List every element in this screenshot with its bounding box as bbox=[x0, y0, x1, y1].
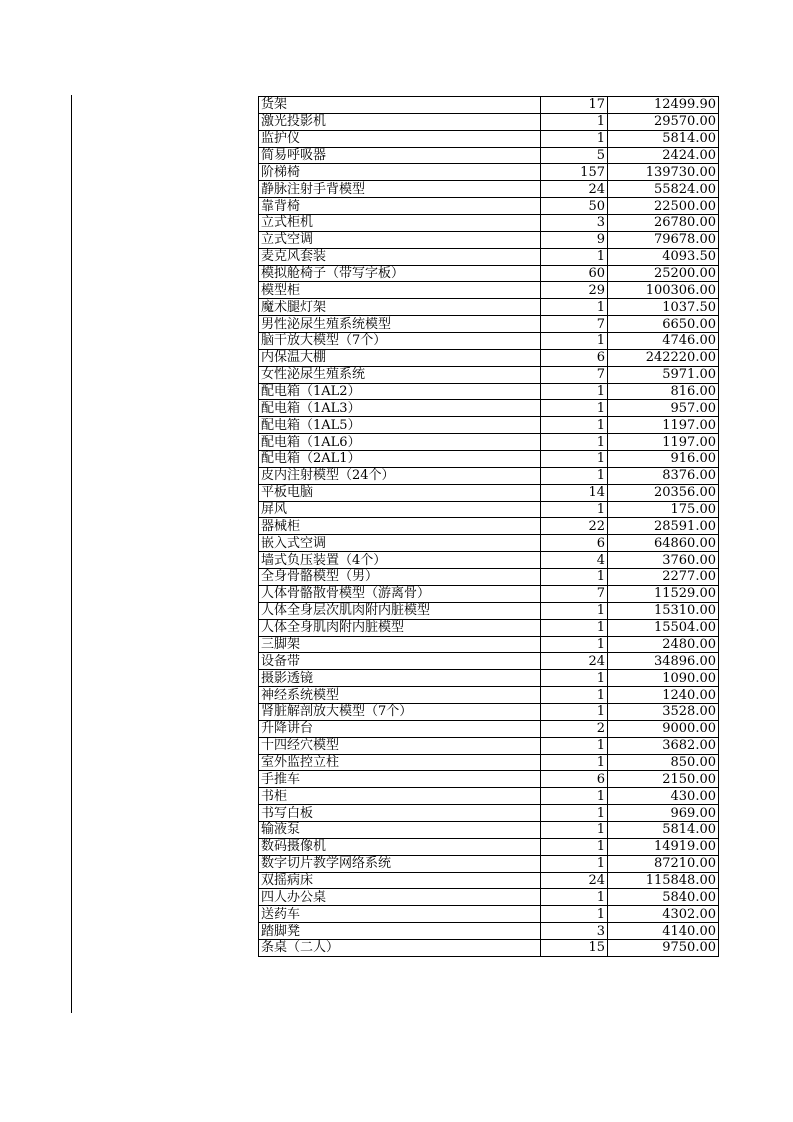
item-name-cell: 阶梯椅 bbox=[259, 164, 541, 181]
quantity-cell: 1 bbox=[541, 501, 608, 518]
quantity-cell: 6 bbox=[541, 771, 608, 788]
quantity-cell: 7 bbox=[541, 316, 608, 333]
table-row bbox=[259, 299, 719, 316]
quantity-cell: 14 bbox=[541, 484, 608, 501]
table-row bbox=[259, 771, 719, 788]
quantity-cell: 1 bbox=[541, 838, 608, 855]
item-name-cell: 器械柜 bbox=[259, 518, 541, 535]
table-row bbox=[259, 383, 719, 400]
amount-cell: 8376.00 bbox=[608, 467, 719, 484]
table-row bbox=[259, 467, 719, 484]
item-name-cell: 双摇病床 bbox=[259, 872, 541, 889]
item-name-cell: 送药车 bbox=[259, 906, 541, 923]
item-name-cell: 嵌入式空调 bbox=[259, 535, 541, 552]
item-name-cell: 条桌（二人） bbox=[259, 939, 541, 956]
table-row bbox=[259, 585, 719, 602]
item-name-cell: 货架 bbox=[259, 97, 541, 114]
quantity-cell: 50 bbox=[541, 198, 608, 215]
amount-cell: 3682.00 bbox=[608, 737, 719, 754]
amount-cell: 9000.00 bbox=[608, 720, 719, 737]
quantity-cell: 24 bbox=[541, 872, 608, 889]
amount-cell: 850.00 bbox=[608, 754, 719, 771]
amount-cell: 816.00 bbox=[608, 383, 719, 400]
table-row bbox=[259, 703, 719, 720]
quantity-cell: 1 bbox=[541, 130, 608, 147]
table-row bbox=[259, 198, 719, 215]
table-row bbox=[259, 619, 719, 636]
table-row bbox=[259, 754, 719, 771]
quantity-cell: 1 bbox=[541, 417, 608, 434]
quantity-cell: 1 bbox=[541, 737, 608, 754]
item-name-cell: 全身骨骼模型（男） bbox=[259, 569, 541, 586]
amount-cell: 79678.00 bbox=[608, 231, 719, 248]
item-name-cell: 皮内注射模型（24个） bbox=[259, 467, 541, 484]
table-row bbox=[259, 535, 719, 552]
table-row bbox=[259, 113, 719, 130]
amount-cell: 5814.00 bbox=[608, 821, 719, 838]
quantity-cell: 1 bbox=[541, 855, 608, 872]
item-name-cell: 男性泌尿生殖系统模型 bbox=[259, 316, 541, 333]
amount-cell: 12499.90 bbox=[608, 97, 719, 114]
quantity-cell: 5 bbox=[541, 147, 608, 164]
table-row bbox=[259, 231, 719, 248]
quantity-cell: 1 bbox=[541, 821, 608, 838]
quantity-cell: 3 bbox=[541, 923, 608, 940]
item-name-cell: 设备带 bbox=[259, 653, 541, 670]
amount-cell: 25200.00 bbox=[608, 265, 719, 282]
amount-cell: 5971.00 bbox=[608, 366, 719, 383]
item-name-cell: 配电箱（2AL1） bbox=[259, 451, 541, 468]
table-row bbox=[259, 821, 719, 838]
item-name-cell: 配电箱（1AL3） bbox=[259, 400, 541, 417]
amount-cell: 1197.00 bbox=[608, 417, 719, 434]
amount-cell: 1037.50 bbox=[608, 299, 719, 316]
table-row bbox=[259, 872, 719, 889]
quantity-cell: 7 bbox=[541, 366, 608, 383]
quantity-cell: 1 bbox=[541, 383, 608, 400]
amount-cell: 5814.00 bbox=[608, 130, 719, 147]
amount-cell: 4140.00 bbox=[608, 923, 719, 940]
left-margin-rule bbox=[71, 95, 72, 1013]
item-name-cell: 模型柜 bbox=[259, 282, 541, 299]
table-row bbox=[259, 805, 719, 822]
amount-cell: 4302.00 bbox=[608, 906, 719, 923]
quantity-cell: 24 bbox=[541, 181, 608, 198]
amount-cell: 3528.00 bbox=[608, 703, 719, 720]
quantity-cell: 1 bbox=[541, 451, 608, 468]
quantity-cell: 9 bbox=[541, 231, 608, 248]
item-name-cell: 十四经穴模型 bbox=[259, 737, 541, 754]
quantity-cell: 1 bbox=[541, 400, 608, 417]
amount-cell: 957.00 bbox=[608, 400, 719, 417]
amount-cell: 2424.00 bbox=[608, 147, 719, 164]
quantity-cell: 1 bbox=[541, 619, 608, 636]
item-name-cell: 立式柜机 bbox=[259, 215, 541, 232]
amount-cell: 5840.00 bbox=[608, 889, 719, 906]
item-name-cell: 内保温大棚 bbox=[259, 349, 541, 366]
quantity-cell: 1 bbox=[541, 788, 608, 805]
amount-cell: 2277.00 bbox=[608, 569, 719, 586]
amount-cell: 11529.00 bbox=[608, 585, 719, 602]
quantity-cell: 4 bbox=[541, 552, 608, 569]
amount-cell: 55824.00 bbox=[608, 181, 719, 198]
item-name-cell: 四人办公桌 bbox=[259, 889, 541, 906]
amount-cell: 4746.00 bbox=[608, 333, 719, 350]
item-name-cell: 人体全身层次肌肉附内脏模型 bbox=[259, 602, 541, 619]
table-row bbox=[259, 737, 719, 754]
item-name-cell: 室外监控立柱 bbox=[259, 754, 541, 771]
table-row bbox=[259, 366, 719, 383]
item-name-cell: 肾脏解剖放大模型（7个） bbox=[259, 703, 541, 720]
item-name-cell: 配电箱（1AL5） bbox=[259, 417, 541, 434]
amount-cell: 34896.00 bbox=[608, 653, 719, 670]
quantity-cell: 22 bbox=[541, 518, 608, 535]
amount-cell: 2150.00 bbox=[608, 771, 719, 788]
table-row bbox=[259, 939, 719, 956]
amount-cell: 1240.00 bbox=[608, 687, 719, 704]
table-row bbox=[259, 215, 719, 232]
table-row bbox=[259, 434, 719, 451]
item-name-cell: 神经系统模型 bbox=[259, 687, 541, 704]
item-name-cell: 女性泌尿生殖系统 bbox=[259, 366, 541, 383]
item-name-cell: 摄影透镜 bbox=[259, 670, 541, 687]
table-row bbox=[259, 889, 719, 906]
table-row bbox=[259, 501, 719, 518]
amount-cell: 3760.00 bbox=[608, 552, 719, 569]
quantity-cell: 3 bbox=[541, 215, 608, 232]
amount-cell: 29570.00 bbox=[608, 113, 719, 130]
table-row bbox=[259, 838, 719, 855]
amount-cell: 4093.50 bbox=[608, 248, 719, 265]
amount-cell: 100306.00 bbox=[608, 282, 719, 299]
item-name-cell: 三脚架 bbox=[259, 636, 541, 653]
quantity-cell: 1 bbox=[541, 602, 608, 619]
table-row bbox=[259, 569, 719, 586]
quantity-cell: 6 bbox=[541, 535, 608, 552]
quantity-cell: 157 bbox=[541, 164, 608, 181]
table-row bbox=[259, 451, 719, 468]
table-row bbox=[259, 248, 719, 265]
item-name-cell: 模拟舱椅子（带写字板） bbox=[259, 265, 541, 282]
item-name-cell: 简易呼吸器 bbox=[259, 147, 541, 164]
item-name-cell: 配电箱（1AL6） bbox=[259, 434, 541, 451]
item-name-cell: 数字切片教学网络系统 bbox=[259, 855, 541, 872]
amount-cell: 22500.00 bbox=[608, 198, 719, 215]
quantity-cell: 1 bbox=[541, 687, 608, 704]
item-name-cell: 靠背椅 bbox=[259, 198, 541, 215]
table-row bbox=[259, 400, 719, 417]
amount-cell: 87210.00 bbox=[608, 855, 719, 872]
amount-cell: 969.00 bbox=[608, 805, 719, 822]
table-row bbox=[259, 602, 719, 619]
quantity-cell: 29 bbox=[541, 282, 608, 299]
amount-cell: 430.00 bbox=[608, 788, 719, 805]
amount-cell: 242220.00 bbox=[608, 349, 719, 366]
item-name-cell: 升降讲台 bbox=[259, 720, 541, 737]
amount-cell: 20356.00 bbox=[608, 484, 719, 501]
quantity-cell: 60 bbox=[541, 265, 608, 282]
table-row bbox=[259, 164, 719, 181]
table-row bbox=[259, 636, 719, 653]
amount-cell: 9750.00 bbox=[608, 939, 719, 956]
quantity-cell: 1 bbox=[541, 703, 608, 720]
amount-cell: 26780.00 bbox=[608, 215, 719, 232]
table-row bbox=[259, 181, 719, 198]
item-name-cell: 书柜 bbox=[259, 788, 541, 805]
inventory-table bbox=[258, 96, 719, 957]
item-name-cell: 脑干放大模型（7个） bbox=[259, 333, 541, 350]
amount-cell: 28591.00 bbox=[608, 518, 719, 535]
table-row bbox=[259, 552, 719, 569]
quantity-cell: 1 bbox=[541, 467, 608, 484]
amount-cell: 115848.00 bbox=[608, 872, 719, 889]
item-name-cell: 激光投影机 bbox=[259, 113, 541, 130]
table-row bbox=[259, 97, 719, 114]
table-row bbox=[259, 670, 719, 687]
quantity-cell: 7 bbox=[541, 585, 608, 602]
table-row bbox=[259, 906, 719, 923]
amount-cell: 1197.00 bbox=[608, 434, 719, 451]
table-row bbox=[259, 923, 719, 940]
quantity-cell: 1 bbox=[541, 636, 608, 653]
item-name-cell: 魔术腿灯架 bbox=[259, 299, 541, 316]
item-name-cell: 监护仪 bbox=[259, 130, 541, 147]
item-name-cell: 人体全身肌肉附内脏模型 bbox=[259, 619, 541, 636]
quantity-cell: 1 bbox=[541, 670, 608, 687]
item-name-cell: 手推车 bbox=[259, 771, 541, 788]
item-name-cell: 人体骨骼散骨模型（游离骨） bbox=[259, 585, 541, 602]
quantity-cell: 15 bbox=[541, 939, 608, 956]
quantity-cell: 1 bbox=[541, 569, 608, 586]
amount-cell: 6650.00 bbox=[608, 316, 719, 333]
amount-cell: 2480.00 bbox=[608, 636, 719, 653]
quantity-cell: 1 bbox=[541, 248, 608, 265]
table-row bbox=[259, 518, 719, 535]
item-name-cell: 墙式负压装置（4个） bbox=[259, 552, 541, 569]
table-row bbox=[259, 147, 719, 164]
amount-cell: 175.00 bbox=[608, 501, 719, 518]
amount-cell: 15504.00 bbox=[608, 619, 719, 636]
item-name-cell: 平板电脑 bbox=[259, 484, 541, 501]
quantity-cell: 1 bbox=[541, 889, 608, 906]
table-row bbox=[259, 855, 719, 872]
table-row bbox=[259, 687, 719, 704]
quantity-cell: 1 bbox=[541, 805, 608, 822]
item-name-cell: 踏脚凳 bbox=[259, 923, 541, 940]
item-name-cell: 配电箱（1AL2） bbox=[259, 383, 541, 400]
table-row bbox=[259, 484, 719, 501]
table-row bbox=[259, 333, 719, 350]
quantity-cell: 1 bbox=[541, 906, 608, 923]
amount-cell: 916.00 bbox=[608, 451, 719, 468]
item-name-cell: 数码摄像机 bbox=[259, 838, 541, 855]
item-name-cell: 输液泵 bbox=[259, 821, 541, 838]
quantity-cell: 1 bbox=[541, 754, 608, 771]
table-row bbox=[259, 653, 719, 670]
table-row bbox=[259, 282, 719, 299]
table-row bbox=[259, 417, 719, 434]
amount-cell: 1090.00 bbox=[608, 670, 719, 687]
item-name-cell: 书写白板 bbox=[259, 805, 541, 822]
item-name-cell: 麦克风套装 bbox=[259, 248, 541, 265]
quantity-cell: 2 bbox=[541, 720, 608, 737]
amount-cell: 139730.00 bbox=[608, 164, 719, 181]
amount-cell: 14919.00 bbox=[608, 838, 719, 855]
item-name-cell: 立式空调 bbox=[259, 231, 541, 248]
table-row bbox=[259, 720, 719, 737]
item-name-cell: 静脉注射手背模型 bbox=[259, 181, 541, 198]
table-row bbox=[259, 316, 719, 333]
quantity-cell: 17 bbox=[541, 97, 608, 114]
table-row bbox=[259, 349, 719, 366]
quantity-cell: 6 bbox=[541, 349, 608, 366]
quantity-cell: 24 bbox=[541, 653, 608, 670]
amount-cell: 64860.00 bbox=[608, 535, 719, 552]
inventory-table-body bbox=[259, 97, 719, 957]
quantity-cell: 1 bbox=[541, 113, 608, 130]
table-row bbox=[259, 265, 719, 282]
item-name-cell: 屏风 bbox=[259, 501, 541, 518]
amount-cell: 15310.00 bbox=[608, 602, 719, 619]
table-row bbox=[259, 788, 719, 805]
quantity-cell: 1 bbox=[541, 434, 608, 451]
table-row bbox=[259, 130, 719, 147]
quantity-cell: 1 bbox=[541, 299, 608, 316]
quantity-cell: 1 bbox=[541, 333, 608, 350]
